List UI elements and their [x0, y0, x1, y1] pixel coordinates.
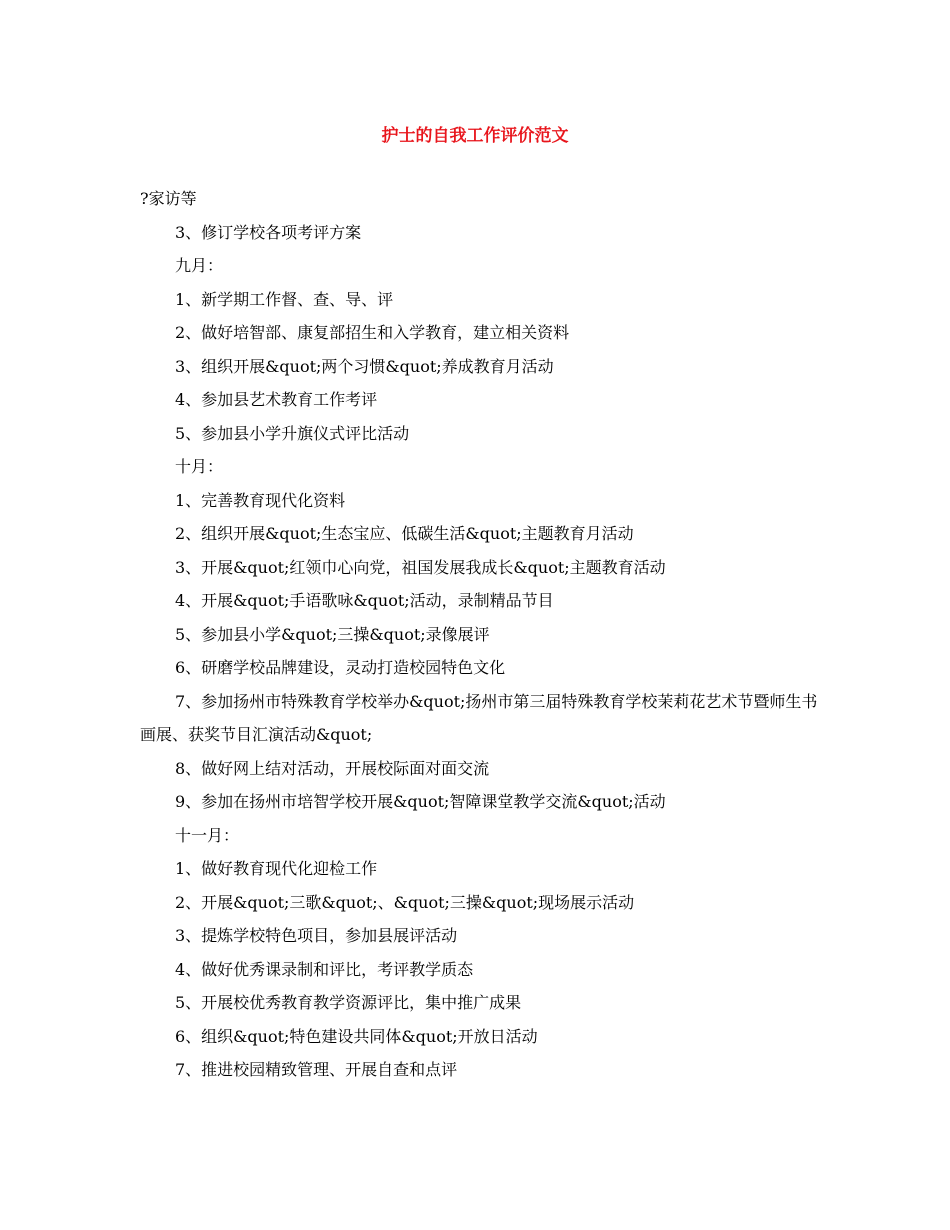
document-paragraph: 2、做好培智部、康复部招生和入学教育，建立相关资料	[175, 323, 570, 342]
document-paragraph: 4、参加县艺术教育工作考评	[175, 390, 378, 409]
document-paragraph: 3、提炼学校特色项目，参加县展评活动	[175, 926, 458, 945]
document-paragraph: 1、完善教育现代化资料	[175, 490, 346, 510]
document-paragraph: 3、修订学校各项考评方案	[175, 222, 362, 242]
document-paragraph: 1、做好教育现代化迎检工作	[175, 859, 378, 878]
document-paragraph: 1、新学期工作督、查、导、评	[175, 289, 394, 309]
document-paragraph: 6、研磨学校品牌建设，灵动打造校园特色文化	[175, 658, 506, 677]
document-title: 护士的自我工作评价范文	[381, 126, 569, 146]
document-paragraph: 4、开展&quot;手语歌咏&quot;活动，录制精品节目	[175, 591, 554, 610]
document-paragraph: 5、参加县小学升旗仪式评比活动	[175, 423, 410, 443]
document-paragraph: 7、参加扬州市特殊教育学校举办&quot;扬州市第三届特殊教育学校茉莉花艺术节暨师生书画展、获奖节目汇演活动&quot;	[140, 691, 818, 744]
document-paragraph: 2、开展&quot;三歌&quot;、&quot;三操&quot;现场展示活动	[175, 892, 635, 912]
document-paragraph: 九月：	[175, 256, 224, 275]
document-paragraph: 十一月：	[175, 825, 240, 845]
document-paragraph: 3、开展&quot;红领巾心向党，祖国发展我成长&quot;主题教育活动	[175, 557, 666, 577]
document-paragraph: ?家访等	[140, 189, 197, 208]
document-paragraph: 6、组织&quot;特色建设共同体&quot;开放日活动	[175, 1026, 538, 1046]
document-paragraph: 4、做好优秀课录制和评比，考评教学质态	[175, 959, 474, 979]
document-body	[140, 182, 820, 1087]
document-paragraph: 9、参加在扬州市培智学校开展&quot;智障课堂教学交流&quot;活动	[175, 792, 666, 811]
document-paragraph: 2、组织开展&quot;生态宝应、低碳生活&quot;主题教育月活动	[175, 524, 634, 543]
document-paragraph: 十月：	[175, 457, 224, 476]
document-paragraph: 3、组织开展&quot;两个习惯&quot;养成教育月活动	[175, 356, 554, 376]
document-paragraph: 5、参加县小学&quot;三操&quot;录像展评	[175, 624, 490, 644]
document-paragraph: 7、推进校园精致管理、开展自查和点评	[175, 1060, 458, 1079]
document-paragraph: 8、做好网上结对活动，开展校际面对面交流	[175, 758, 490, 778]
document-paragraph: 5、开展校优秀教育教学资源评比，集中推广成果	[175, 993, 522, 1012]
